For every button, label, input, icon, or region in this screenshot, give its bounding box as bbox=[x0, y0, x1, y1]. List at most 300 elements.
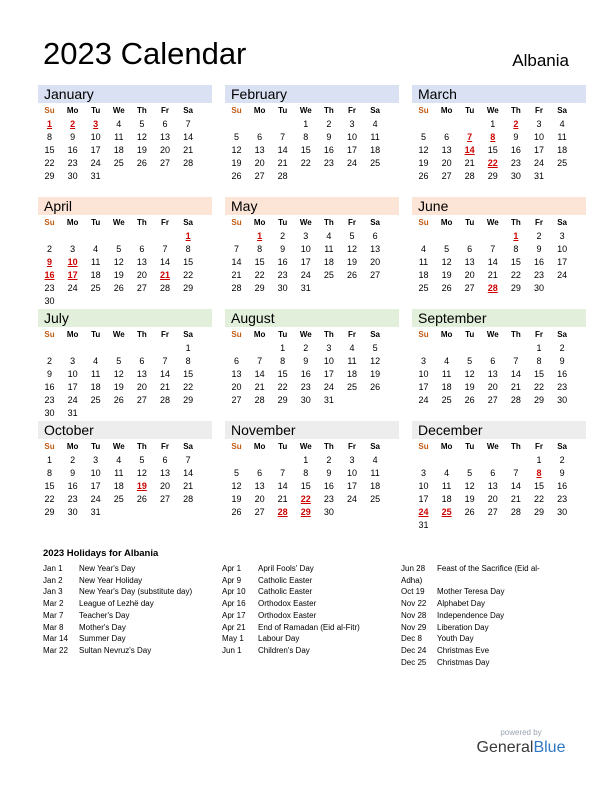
day-cell: 12 bbox=[464, 369, 475, 379]
holiday-name: Orthodox Easter bbox=[258, 599, 317, 609]
day-cell: 14 bbox=[510, 369, 521, 379]
day-cell: 12 bbox=[231, 145, 242, 155]
day-cell: 6 bbox=[490, 468, 496, 478]
day-cell: 17 bbox=[557, 257, 568, 267]
day-cell: 25 bbox=[90, 395, 101, 405]
day-cell: 22 bbox=[44, 494, 55, 504]
day-cell: 20 bbox=[159, 481, 170, 491]
month-header bbox=[38, 85, 212, 103]
day-cell: 23 bbox=[44, 395, 55, 405]
day-cell: 26 bbox=[418, 171, 429, 181]
day-cell: 15 bbox=[533, 481, 544, 491]
day-cell: 17 bbox=[346, 145, 357, 155]
weekday-label: Th bbox=[137, 330, 147, 339]
day-cell: 30 bbox=[510, 171, 521, 181]
day-cell: 19 bbox=[113, 270, 124, 280]
day-cell: 27 bbox=[464, 283, 475, 293]
day-cell: 24 bbox=[300, 270, 311, 280]
holiday-name: Catholic Easter bbox=[258, 587, 313, 597]
day-cell: 14 bbox=[183, 468, 194, 478]
month-header bbox=[38, 421, 212, 439]
month-name: January bbox=[44, 86, 94, 102]
holiday-date: Dec 25 bbox=[401, 657, 427, 667]
day-cell: 25 bbox=[323, 270, 334, 280]
holiday-date: Apr 17 bbox=[222, 610, 246, 620]
day-cell: 29 bbox=[277, 395, 288, 405]
weekday-label: Tu bbox=[91, 218, 101, 227]
weekday-label: Su bbox=[231, 106, 242, 115]
day-cell: 10 bbox=[346, 468, 357, 478]
month-july bbox=[38, 308, 212, 420]
day-cell: 29 bbox=[533, 395, 544, 405]
day-cell: 28 bbox=[183, 158, 194, 168]
day-cell: 24 bbox=[346, 158, 357, 168]
holidays-title: 2023 Holidays for Albania bbox=[43, 548, 159, 559]
day-cell: 19 bbox=[231, 158, 242, 168]
weekday-label: Tu bbox=[465, 330, 475, 339]
day-cell: 16 bbox=[323, 481, 334, 491]
day-cell: 26 bbox=[113, 283, 124, 293]
weekday-label: Mo bbox=[253, 330, 266, 339]
day-cell: 2 bbox=[559, 343, 565, 353]
day-cell: 17 bbox=[90, 145, 101, 155]
weekday-label: Th bbox=[511, 442, 521, 451]
day-cell: 7 bbox=[490, 244, 496, 254]
day-cell: 23 bbox=[533, 270, 544, 280]
month-header bbox=[38, 309, 212, 327]
weekday-label: Su bbox=[418, 218, 429, 227]
day-cell: 19 bbox=[441, 270, 452, 280]
powered-by-label: powered by bbox=[500, 728, 542, 737]
day-cell: 18 bbox=[370, 145, 381, 155]
day-cell: 19 bbox=[346, 257, 357, 267]
day-cell: 27 bbox=[159, 158, 170, 168]
day-cell: 9 bbox=[559, 356, 565, 366]
day-cell: 6 bbox=[257, 132, 263, 142]
day-cell: 15 bbox=[277, 369, 288, 379]
holiday-name: Liberation Day bbox=[437, 622, 489, 632]
weekday-label: Su bbox=[231, 330, 242, 339]
day-cell: 28 bbox=[510, 395, 521, 405]
day-cell: 8 bbox=[513, 244, 519, 254]
day-cell: 11 bbox=[114, 132, 124, 142]
day-cell: 29 bbox=[44, 171, 55, 181]
day-cell: 25 bbox=[441, 395, 452, 405]
holiday-day-cell: 9 bbox=[46, 257, 52, 267]
day-cell: 20 bbox=[159, 145, 170, 155]
day-cell: 13 bbox=[487, 481, 498, 491]
day-cell: 2 bbox=[559, 455, 565, 465]
day-cell: 11 bbox=[370, 132, 380, 142]
weekday-label: Sa bbox=[370, 218, 380, 227]
day-cell: 26 bbox=[370, 382, 381, 392]
day-cell: 2 bbox=[536, 231, 542, 241]
day-cell: 6 bbox=[444, 132, 450, 142]
calendar-grid bbox=[38, 84, 574, 532]
holiday-row bbox=[43, 598, 192, 610]
weekday-label: Sa bbox=[557, 106, 567, 115]
weekday-label: We bbox=[486, 106, 499, 115]
day-cell: 25 bbox=[113, 494, 124, 504]
holiday-date: May 1 bbox=[222, 634, 244, 644]
day-cell: 16 bbox=[533, 257, 544, 267]
day-cell: 22 bbox=[44, 158, 55, 168]
day-cell: 23 bbox=[510, 158, 521, 168]
holiday-name: Mother Teresa Day bbox=[437, 587, 505, 597]
month-november bbox=[225, 420, 399, 532]
day-cell: 10 bbox=[418, 369, 429, 379]
holiday-date: Dec 24 bbox=[401, 645, 427, 655]
month-name: February bbox=[231, 86, 288, 102]
month-name: April bbox=[44, 198, 73, 214]
holiday-row bbox=[222, 586, 360, 598]
weekday-label: Th bbox=[324, 442, 334, 451]
day-cell: 27 bbox=[136, 283, 147, 293]
day-cell: 8 bbox=[185, 356, 191, 366]
day-cell: 30 bbox=[44, 408, 55, 418]
day-cell: 24 bbox=[90, 158, 101, 168]
weekday-label: We bbox=[112, 330, 125, 339]
weekday-label: Th bbox=[324, 106, 334, 115]
day-cell: 31 bbox=[323, 395, 334, 405]
day-cell: 25 bbox=[113, 158, 124, 168]
weekday-label: Mo bbox=[440, 442, 453, 451]
weekday-label: Fr bbox=[161, 442, 169, 451]
holiday-date: Apr 9 bbox=[222, 575, 242, 585]
day-cell: 21 bbox=[510, 494, 521, 504]
day-cell: 22 bbox=[183, 270, 194, 280]
generalblue-logo[interactable] bbox=[473, 728, 569, 758]
day-cell: 5 bbox=[139, 119, 145, 129]
day-cell: 26 bbox=[441, 283, 452, 293]
month-april bbox=[38, 196, 212, 308]
day-cell: 16 bbox=[557, 369, 568, 379]
day-cell: 18 bbox=[418, 270, 429, 280]
holiday-row bbox=[43, 622, 192, 634]
day-cell: 14 bbox=[231, 257, 242, 267]
day-cell: 29 bbox=[183, 283, 194, 293]
day-cell: 22 bbox=[183, 382, 194, 392]
day-cell: 11 bbox=[370, 468, 380, 478]
day-cell: 12 bbox=[464, 481, 475, 491]
day-cell: 29 bbox=[183, 395, 194, 405]
day-cell: 25 bbox=[346, 382, 357, 392]
day-cell: 7 bbox=[185, 119, 191, 129]
day-cell: 25 bbox=[370, 494, 381, 504]
day-cell: 4 bbox=[93, 244, 99, 254]
weekday-label: Tu bbox=[278, 218, 288, 227]
day-cell: 30 bbox=[67, 507, 78, 517]
holiday-row bbox=[222, 633, 360, 645]
day-cell: 25 bbox=[90, 283, 101, 293]
weekday-label: Mo bbox=[66, 330, 79, 339]
month-february bbox=[225, 84, 399, 196]
weekday-label: Sa bbox=[370, 330, 380, 339]
weekday-label: Mo bbox=[253, 442, 266, 451]
day-cell: 19 bbox=[113, 382, 124, 392]
day-cell: 4 bbox=[420, 244, 426, 254]
month-header bbox=[412, 197, 586, 215]
day-cell: 21 bbox=[277, 494, 288, 504]
day-cell: 3 bbox=[326, 343, 332, 353]
holiday-row bbox=[222, 610, 360, 622]
holiday-day-cell: 2 bbox=[70, 119, 76, 129]
weekday-label: Fr bbox=[535, 106, 543, 115]
holiday-date: Mar 7 bbox=[43, 610, 64, 620]
weekday-label: Th bbox=[137, 442, 147, 451]
day-cell: 9 bbox=[536, 244, 542, 254]
weekday-label: Fr bbox=[348, 106, 356, 115]
day-cell: 26 bbox=[231, 507, 242, 517]
weekday-label: We bbox=[299, 330, 312, 339]
day-cell: 5 bbox=[116, 244, 122, 254]
holiday-date: Nov 28 bbox=[401, 610, 427, 620]
day-cell: 5 bbox=[349, 231, 355, 241]
weekday-label: Th bbox=[511, 218, 521, 227]
holiday-row bbox=[43, 575, 192, 587]
day-cell: 13 bbox=[159, 468, 170, 478]
holiday-row bbox=[43, 645, 192, 657]
day-cell: 14 bbox=[183, 132, 194, 142]
day-cell: 7 bbox=[162, 356, 168, 366]
day-cell: 9 bbox=[280, 244, 286, 254]
weekday-label: Su bbox=[418, 442, 429, 451]
weekday-label: We bbox=[112, 106, 125, 115]
day-cell: 23 bbox=[300, 382, 311, 392]
day-cell: 18 bbox=[113, 145, 124, 155]
day-cell: 11 bbox=[347, 356, 357, 366]
weekday-label: Mo bbox=[253, 218, 266, 227]
day-cell: 28 bbox=[231, 283, 242, 293]
day-cell: 14 bbox=[277, 145, 288, 155]
day-cell: 31 bbox=[533, 171, 544, 181]
day-cell: 18 bbox=[346, 369, 357, 379]
day-cell: 14 bbox=[510, 481, 521, 491]
holiday-date: Nov 22 bbox=[401, 599, 427, 609]
weekday-label: We bbox=[112, 442, 125, 451]
day-cell: 3 bbox=[70, 356, 76, 366]
day-cell: 7 bbox=[513, 468, 519, 478]
month-name: June bbox=[418, 198, 449, 214]
day-cell: 29 bbox=[510, 283, 521, 293]
day-cell: 11 bbox=[418, 257, 429, 267]
day-cell: 4 bbox=[372, 119, 378, 129]
day-cell: 24 bbox=[67, 283, 78, 293]
day-cell: 10 bbox=[300, 244, 311, 254]
day-cell: 1 bbox=[46, 455, 52, 465]
weekday-label: Fr bbox=[348, 218, 356, 227]
holiday-row bbox=[401, 563, 540, 575]
holiday-name: Teacher's Day bbox=[79, 610, 130, 620]
weekday-label: Tu bbox=[91, 442, 101, 451]
weekday-label: Tu bbox=[465, 218, 475, 227]
holiday-name: Children's Day bbox=[258, 645, 310, 655]
day-cell: 21 bbox=[231, 270, 242, 280]
day-cell: 29 bbox=[533, 507, 544, 517]
day-cell: 24 bbox=[323, 382, 334, 392]
day-cell: 28 bbox=[183, 494, 194, 504]
holiday-row bbox=[401, 622, 540, 634]
day-cell: 15 bbox=[254, 257, 265, 267]
holiday-day-cell: 10 bbox=[67, 257, 78, 267]
weekday-label: Mo bbox=[66, 106, 79, 115]
holiday-name: Labour Day bbox=[258, 634, 300, 644]
month-header bbox=[38, 197, 212, 215]
day-cell: 29 bbox=[254, 283, 265, 293]
day-cell: 6 bbox=[139, 356, 145, 366]
day-cell: 11 bbox=[114, 468, 124, 478]
day-cell: 7 bbox=[233, 244, 239, 254]
day-cell: 14 bbox=[487, 257, 498, 267]
weekday-label: Sa bbox=[183, 218, 193, 227]
weekday-label: Sa bbox=[557, 330, 567, 339]
day-cell: 3 bbox=[559, 231, 565, 241]
day-cell: 6 bbox=[139, 244, 145, 254]
holiday-date: Oct 19 bbox=[401, 587, 425, 597]
day-cell: 14 bbox=[159, 257, 170, 267]
day-cell: 16 bbox=[323, 145, 334, 155]
weekday-label: Th bbox=[511, 106, 521, 115]
holiday-name-continued: Adha) bbox=[401, 575, 423, 585]
day-cell: 1 bbox=[185, 343, 191, 353]
day-cell: 10 bbox=[90, 132, 101, 142]
day-cell: 15 bbox=[44, 145, 55, 155]
day-cell: 26 bbox=[231, 171, 242, 181]
day-cell: 16 bbox=[300, 369, 311, 379]
day-cell: 2 bbox=[46, 356, 52, 366]
day-cell: 6 bbox=[490, 356, 496, 366]
weekday-label: Mo bbox=[440, 330, 453, 339]
day-cell: 30 bbox=[277, 283, 288, 293]
holiday-name: League of Lezhë day bbox=[79, 599, 154, 609]
holiday-row bbox=[222, 598, 360, 610]
day-cell: 4 bbox=[444, 468, 450, 478]
day-cell: 12 bbox=[418, 145, 429, 155]
holiday-name: Sultan Nevruz's Day bbox=[79, 645, 152, 655]
holiday-day-cell: 28 bbox=[487, 283, 498, 293]
day-cell: 5 bbox=[233, 468, 239, 478]
weekday-label: We bbox=[486, 218, 499, 227]
day-cell: 21 bbox=[487, 270, 498, 280]
holiday-day-cell: 3 bbox=[93, 119, 99, 129]
day-cell: 28 bbox=[159, 395, 170, 405]
day-cell: 25 bbox=[370, 158, 381, 168]
holiday-name: End of Ramadan (Eid al-Fitr) bbox=[258, 622, 360, 632]
day-cell: 19 bbox=[370, 369, 381, 379]
weekday-label: We bbox=[299, 106, 312, 115]
holiday-date: Mar 2 bbox=[43, 599, 64, 609]
day-cell: 6 bbox=[233, 356, 239, 366]
day-cell: 20 bbox=[254, 158, 265, 168]
day-cell: 17 bbox=[323, 369, 334, 379]
weekday-label: Fr bbox=[535, 330, 543, 339]
weekday-label: Fr bbox=[161, 330, 169, 339]
holiday-row bbox=[43, 586, 192, 598]
day-cell: 7 bbox=[185, 455, 191, 465]
day-cell: 31 bbox=[418, 520, 429, 530]
day-cell: 16 bbox=[557, 481, 568, 491]
day-cell: 13 bbox=[441, 145, 452, 155]
day-cell: 15 bbox=[487, 145, 498, 155]
day-cell: 29 bbox=[44, 507, 55, 517]
month-header bbox=[225, 421, 399, 439]
weekday-label: Sa bbox=[557, 442, 567, 451]
month-name: October bbox=[44, 422, 94, 438]
weekday-label: Tu bbox=[465, 442, 475, 451]
month-october bbox=[38, 420, 212, 532]
day-cell: 8 bbox=[257, 244, 263, 254]
day-cell: 15 bbox=[300, 481, 311, 491]
weekday-label: Sa bbox=[557, 218, 567, 227]
day-cell: 10 bbox=[346, 132, 357, 142]
day-cell: 3 bbox=[536, 119, 542, 129]
holiday-row bbox=[43, 563, 192, 575]
day-cell: 21 bbox=[254, 382, 265, 392]
day-cell: 30 bbox=[557, 507, 568, 517]
day-cell: 17 bbox=[418, 382, 429, 392]
holiday-day-cell: 2 bbox=[513, 119, 519, 129]
weekday-label: Su bbox=[418, 106, 429, 115]
day-cell: 5 bbox=[233, 132, 239, 142]
month-header bbox=[225, 197, 399, 215]
holiday-name: Mother's Day bbox=[79, 622, 126, 632]
day-cell: 30 bbox=[300, 395, 311, 405]
holiday-day-cell: 25 bbox=[441, 507, 452, 517]
weekday-label: Sa bbox=[183, 330, 193, 339]
day-cell: 7 bbox=[280, 132, 286, 142]
holiday-row bbox=[401, 598, 540, 610]
day-cell: 1 bbox=[303, 455, 309, 465]
weekday-label: Th bbox=[511, 330, 521, 339]
day-cell: 27 bbox=[254, 507, 265, 517]
day-cell: 27 bbox=[136, 395, 147, 405]
weekday-label: Th bbox=[137, 218, 147, 227]
holiday-day-cell: 1 bbox=[185, 231, 191, 241]
weekday-label: Su bbox=[418, 330, 429, 339]
month-june bbox=[412, 196, 586, 308]
weekday-label: Tu bbox=[278, 106, 288, 115]
day-cell: 16 bbox=[510, 145, 521, 155]
month-header bbox=[412, 421, 586, 439]
day-cell: 11 bbox=[91, 369, 101, 379]
day-cell: 1 bbox=[280, 343, 286, 353]
holiday-date: Jan 3 bbox=[43, 587, 63, 597]
day-cell: 28 bbox=[159, 283, 170, 293]
holiday-day-cell: 28 bbox=[277, 507, 288, 517]
day-cell: 4 bbox=[116, 455, 122, 465]
day-cell: 6 bbox=[257, 468, 263, 478]
day-cell: 4 bbox=[444, 356, 450, 366]
day-cell: 24 bbox=[418, 395, 429, 405]
month-december bbox=[412, 420, 586, 532]
weekday-label: Sa bbox=[370, 442, 380, 451]
day-cell: 5 bbox=[467, 468, 473, 478]
day-cell: 4 bbox=[372, 455, 378, 465]
holiday-row bbox=[43, 633, 192, 645]
day-cell: 26 bbox=[136, 158, 147, 168]
holiday-date: Mar 8 bbox=[43, 622, 64, 632]
day-cell: 5 bbox=[139, 455, 145, 465]
day-cell: 11 bbox=[557, 132, 567, 142]
day-cell: 22 bbox=[254, 270, 265, 280]
holiday-name: Independence Day bbox=[437, 610, 505, 620]
weekday-label: Fr bbox=[535, 218, 543, 227]
day-cell: 31 bbox=[90, 171, 101, 181]
country-name: Albania bbox=[512, 51, 569, 70]
day-cell: 30 bbox=[67, 171, 78, 181]
day-cell: 21 bbox=[183, 145, 194, 155]
holiday-date: Apr 1 bbox=[222, 564, 242, 573]
